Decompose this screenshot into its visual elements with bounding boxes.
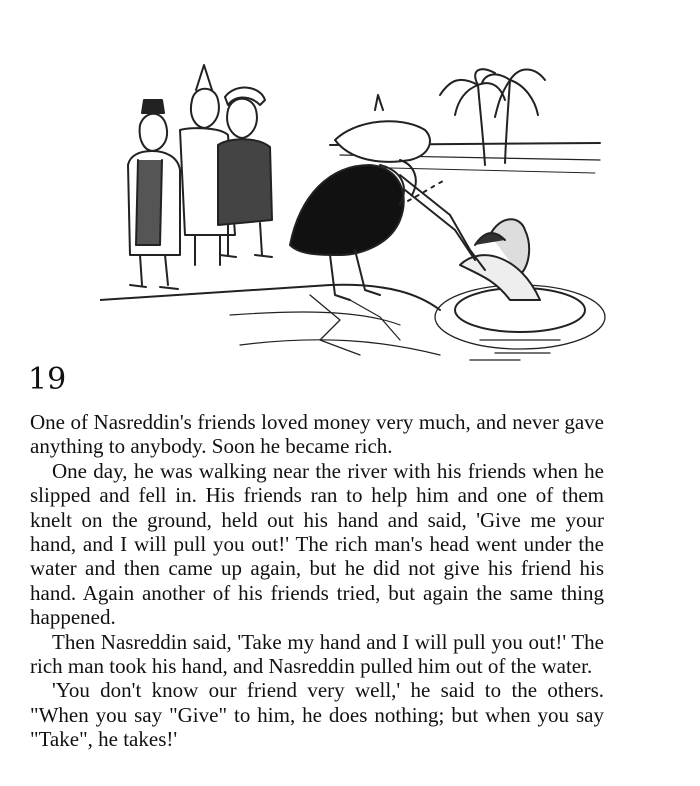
story-illustration: [100, 55, 610, 370]
kneeling-figure: [290, 95, 485, 300]
story-paragraph: One of Nasreddin's friends loved money very much, and never gave anything to anybody. Soon he became rich.: [30, 410, 604, 459]
standing-men: [128, 65, 272, 289]
chapter-number: 19: [28, 362, 67, 397]
story-text: [30, 410, 604, 752]
man-in-water: [460, 219, 540, 300]
story-paragraph: Then Nasreddin said, 'Take my hand and I will pull you out!' The rich man took his hand, and Nasreddin pulled him out of the water.: [30, 629, 604, 679]
story-paragraph: 'You don't know our friend very well,' he said to the others. "When you say "Give" to him, he does nothing; but when you say "Take", he takes!': [30, 678, 604, 752]
palm-trees: [440, 69, 545, 165]
story-paragraph: One day, he was walking near the river with his friends when he slipped and fell in. His friends ran to help him and one of them knelt on the ground, held out his hand and said, 'Give me your hand, and I will pull you out!' The rich man's head went under the water and then came up again, but he did not give his friend his hand. Again another of his friends tried, but again the same thing happened.: [30, 458, 604, 630]
